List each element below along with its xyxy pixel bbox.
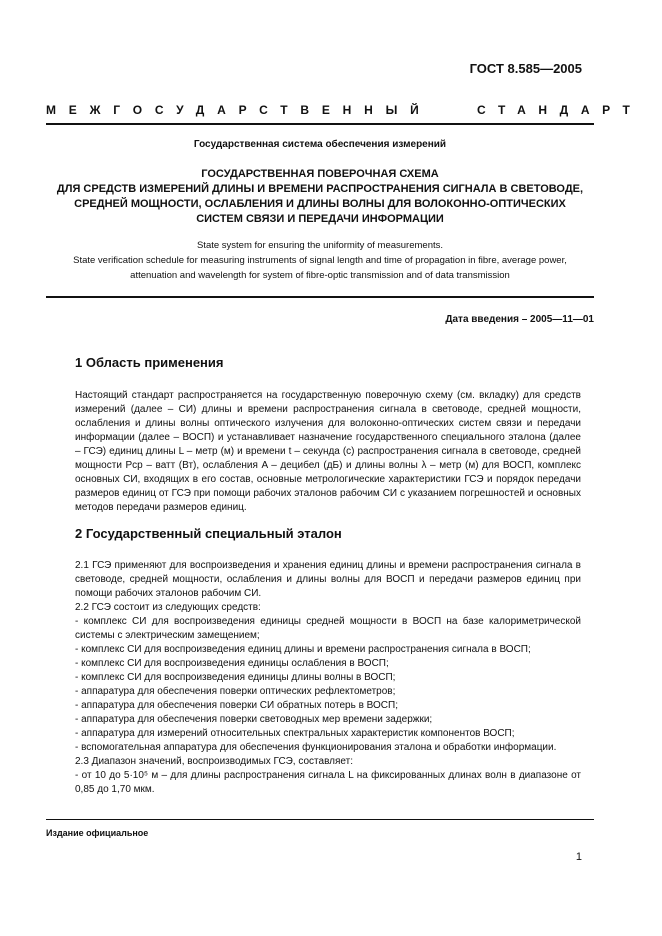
section-2-item: - аппаратура для обеспечения поверки световодных мер времени задержки; bbox=[75, 714, 433, 725]
section-2-item: 2.3 Диапазон значений, воспроизводимых ГСЭ, составляет: bbox=[75, 756, 353, 767]
english-title-line: attenuation and wavelength for system of fibre-optic transmission and of data transmission bbox=[130, 270, 510, 281]
english-title-line: State system for ensuring the uniformity of measurements. bbox=[196, 240, 444, 251]
section-2-item: - комплекс СИ для воспроизведения единиц длины и времени распространения сигнала в ВОСП; bbox=[75, 644, 531, 655]
section-2-item: - комплекс СИ для воспроизведения единицы длины волны в ВОСП; bbox=[75, 672, 396, 683]
main-title-line: ГОСУДАРСТВЕННАЯ ПОВЕРОЧНАЯ СХЕМА bbox=[201, 168, 439, 180]
publication-note: Издание официальное bbox=[46, 828, 149, 838]
section-2-item: 2.1 ГСЭ применяют для воспроизведения и хранения единиц длины и времени распространения сигнала в световоде, средней мощности, ослабления и длины волны для ВОСП и передачи размеров единиц при помощи рабочих эталонов рабочим СИ. bbox=[75, 560, 581, 599]
section-2-body bbox=[75, 559, 581, 797]
section-2-item: - аппаратура для обеспечения поверки оптических рефлектометров; bbox=[75, 686, 396, 697]
header-divider bbox=[46, 123, 594, 125]
section-2-item: - аппаратура для обеспечения поверки СИ обратных потерь в ВОСП; bbox=[75, 700, 398, 711]
section-2-heading: 2 Государственный специальный эталон bbox=[75, 526, 342, 541]
main-title-line: СРЕДНЕЙ МОЩНОСТИ, ОСЛАБЛЕНИЯ И ДЛИНЫ ВОЛНЫ ДЛЯ ВОЛОКОННО-ОПТИЧЕСКИХ bbox=[74, 198, 566, 210]
section-2-item: - комплекс СИ для воспроизведения единицы ослабления в ВОСП; bbox=[75, 658, 389, 669]
english-title-line: State verification schedule for measuring instruments of signal length and time of propagation in fibre, average power, bbox=[73, 255, 567, 266]
standard-type-word1: МЕЖГОСУДАРСТВЕННЫЙ bbox=[46, 103, 432, 117]
section-1-heading: 1 Область применения bbox=[75, 355, 224, 370]
section-1-body bbox=[75, 389, 581, 515]
standard-type-word2: СТАНДАРТ bbox=[477, 103, 643, 117]
main-title bbox=[46, 167, 594, 227]
document-code: ГОСТ 8.585—2005 bbox=[469, 61, 582, 76]
english-title bbox=[46, 238, 594, 283]
section-2-item: - от 10 до 5·10⁵ м – для длины распространения сигнала L на фиксированных длинах волн в диапазоне от 0,85 до 1,70 мкм. bbox=[75, 770, 581, 795]
main-title-line: ДЛЯ СРЕДСТВ ИЗМЕРЕНИЙ ДЛИНЫ И ВРЕМЕНИ РАСПРОСТРАНЕНИЯ СИГНАЛА В СВЕТОВОДЕ, bbox=[56, 183, 584, 195]
footer-divider bbox=[46, 819, 594, 820]
system-title: Государственная система обеспечения измерений bbox=[193, 139, 447, 150]
effective-date: Дата введения – 2005—11—01 bbox=[445, 314, 594, 325]
page-number: 1 bbox=[575, 851, 582, 863]
section-2-item: - комплекс СИ для воспроизведения единицы средней мощности в ВОСП на базе калориметрической системы с электрическим замещением; bbox=[75, 616, 581, 641]
section-2-item: - вспомогательная аппаратура для обеспечения функционирования эталона и обработки информации. bbox=[75, 742, 557, 753]
section-2-item: - аппаратура для измерений относительных спектральных характеристик компонентов ВОСП; bbox=[75, 728, 515, 739]
title-divider bbox=[46, 296, 594, 298]
section-1-paragraph: Настоящий стандарт распространяется на государственную поверочную схему (см. вкладку) для средств измерений (далее – СИ) длины и времени распространения сигнала в световоде, средней мощности, ослабления и длины волны оптического излучения для волоконно-оптических систем связи и передачи информации (далее – ВОСП) и устанавливает назначение государственного специального эталона (далее – ГСЭ) единиц длины L – метр (м) и времени t – секунда (с) распространения сигнала в световоде, средней мощности Pср – ватт (Вт), ослабления A – децибел (дБ) и длины волны λ – метр (м) для ВОСП, комплекс основных СИ, входящих в его состав, основные метрологические характеристики ГСЭ и порядок передачи размеров единиц от ГСЭ при помощи рабочих эталонов рабочим СИ с указанием погрешностей и основных методов передачи размеров единиц. bbox=[75, 390, 581, 513]
section-2-item: 2.2 ГСЭ состоит из следующих средств: bbox=[75, 602, 261, 613]
main-title-line: СИСТЕМ СВЯЗИ И ПЕРЕДАЧИ ИНФОРМАЦИИ bbox=[196, 213, 444, 225]
